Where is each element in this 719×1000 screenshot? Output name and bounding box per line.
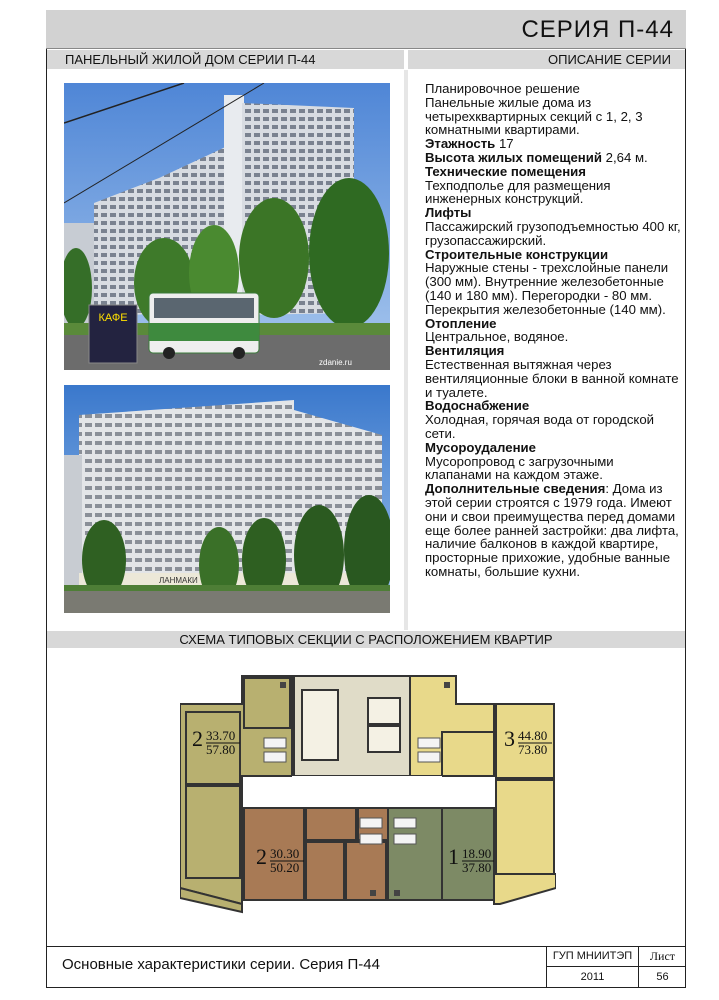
intro-line-1: Планировочное решение <box>425 81 580 96</box>
section-scheme-header: СХЕМА ТИПОВЫХ СЕКЦИИ С РАСПОЛОЖЕНИЕМ КВАРТИР <box>47 631 685 648</box>
floor-plan <box>180 668 556 924</box>
extra-label: Дополнительные сведения <box>425 481 606 497</box>
height-label: Высота жилых помещений <box>425 149 602 165</box>
apt1-living: 33.70 <box>206 728 236 743</box>
apt4-total: 37.80 <box>462 860 492 875</box>
construct-value: Наружные стены - трехслойные панели (300 мм). Внутренние железобетонные (140 и 180 мм). Перегородки - 80 мм. Перекрытия железобетонные (140 мм). <box>425 260 669 317</box>
apt3-living: 30.30 <box>270 846 300 861</box>
series-description <box>425 82 681 579</box>
sheet-label: Лист <box>638 946 686 967</box>
shop-sign: ЛАНМАКИ <box>159 576 198 585</box>
building-photo-2 <box>64 385 390 613</box>
organization: ГУП МНИИТЭП <box>546 946 638 967</box>
heating-label: Отопление <box>425 315 497 331</box>
apt3-rooms: 2 <box>256 844 267 869</box>
tech-value: Техподполье для размещения инженерных конструкций. <box>425 177 611 207</box>
vent-value: Естественная вытяжная через вентиляционные блоки в ванной комнате и туалете. <box>425 356 679 400</box>
apt2-total: 73.80 <box>518 742 548 757</box>
footer-title: Основные характеристики серии. Серия П-44 <box>62 956 380 973</box>
water-label: Водоснабжение <box>425 398 530 414</box>
floors-value: 17 <box>495 136 514 152</box>
sheet-number: 56 <box>638 967 686 988</box>
apt4-rooms: 1 <box>448 844 459 869</box>
apt2-living: 44.80 <box>518 728 548 743</box>
apt4-living: 18.90 <box>462 846 492 861</box>
apt1-total: 57.80 <box>206 742 236 757</box>
intro-line-2: Панельные жилые дома из четырехквартирных секций с 1, 2, 3 комнатными квартирами. <box>425 94 643 138</box>
lifts-value: Пассажирский грузоподъемностью 400 кг, грузопассажирский. <box>425 218 681 248</box>
year: 2011 <box>546 967 638 988</box>
tech-label: Технические помещения <box>425 163 586 179</box>
vent-label: Вентиляция <box>425 343 505 359</box>
height-value: 2,64 м. <box>601 149 648 165</box>
water-value: Холодная, горячая вода от городской сети. <box>425 412 655 441</box>
lifts-label: Лифты <box>425 205 472 221</box>
title-block <box>546 946 686 988</box>
heating-value: Центральное, водяное. <box>425 329 569 345</box>
photos-header: ПАНЕЛЬНЫЙ ЖИЛОЙ ДОМ СЕРИИ П-44 <box>47 50 404 69</box>
photo-watermark: zdanie.ru <box>319 358 352 367</box>
apt3-total: 50.20 <box>270 860 300 875</box>
extra-value: : Дома из этой серии строятся с 1979 года. Имеют они и свои преимущества перед домами еще более ранней застройки: два лифта, наличие балконов в каждой квартире, просторные прихожие, удобные ванные комнаты, большие кухни. <box>425 481 679 579</box>
description-header: ОПИСАНИЕ СЕРИИ <box>408 50 685 69</box>
apt2-rooms: 3 <box>504 726 515 751</box>
cafe-sign: КАФЕ <box>98 312 128 324</box>
garbage-value: Мусоропровод с загрузочными клапанами на каждом этаже. <box>425 453 614 483</box>
apt1-rooms: 2 <box>192 726 203 751</box>
building-photo-1 <box>64 83 390 370</box>
garbage-label: Мусороудаление <box>425 439 536 455</box>
title-bar <box>46 10 686 49</box>
floors-label: Этажность <box>425 136 496 152</box>
series-title: СЕРИЯ П-44 <box>521 16 674 43</box>
construct-label: Строительные конструкции <box>425 246 609 262</box>
column-divider <box>404 70 408 630</box>
